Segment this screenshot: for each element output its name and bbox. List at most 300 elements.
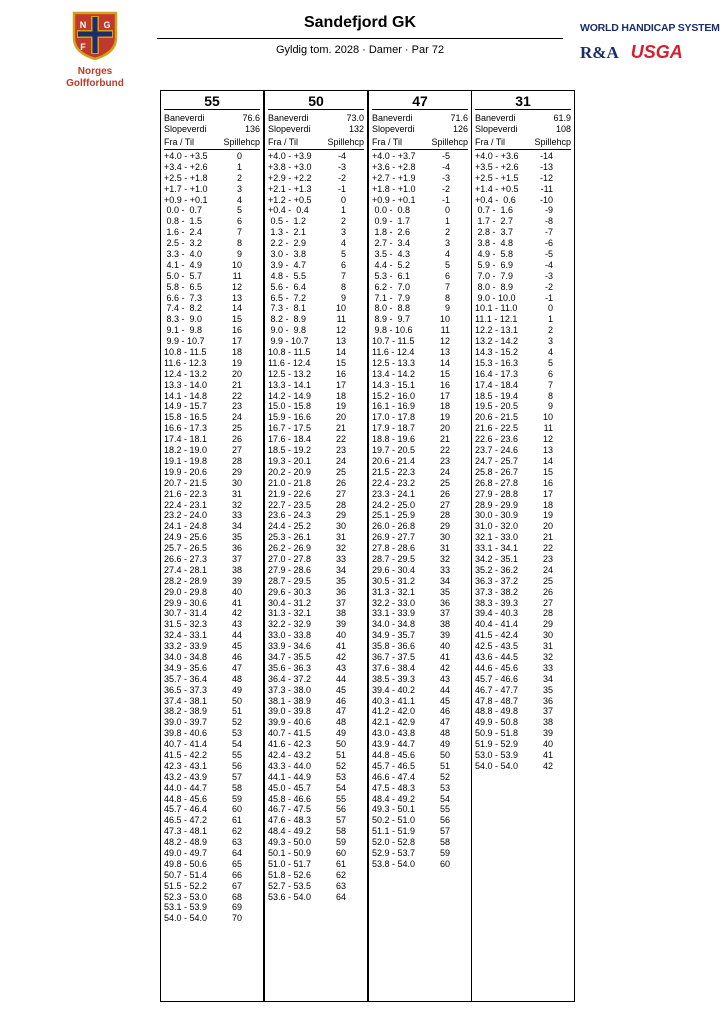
- baneverdi-label: Baneverdi: [268, 113, 309, 123]
- table-row: [268, 826, 364, 837]
- hcp-range: 39.8 - 40.6: [164, 728, 208, 739]
- hcp-range: 6.6 - 7.3: [164, 292, 203, 303]
- playing-hcp: 61: [231, 815, 242, 826]
- hcp-range: 14.2 - 14.9: [268, 390, 312, 401]
- table-row: [372, 619, 468, 630]
- tee-name: 47: [372, 91, 468, 110]
- playing-hcp: 42: [335, 651, 346, 662]
- playing-hcp: 10: [439, 314, 450, 325]
- table-row: [475, 445, 571, 456]
- slopeverdi-row: [475, 124, 571, 135]
- table-row: [164, 347, 260, 358]
- playing-hcp: 1: [444, 216, 450, 227]
- spillehcp-header: Spillehcp: [431, 137, 468, 147]
- hcp-range: 14.3 - 15.2: [475, 347, 519, 358]
- table-row: [268, 434, 364, 445]
- table-row: [372, 772, 468, 783]
- table-row: [164, 151, 260, 162]
- hcp-range: 20.6 - 21.4: [372, 455, 416, 466]
- playing-hcp: 8: [236, 238, 242, 249]
- hcp-range: 24.9 - 25.6: [164, 532, 208, 543]
- table-row: [475, 478, 571, 489]
- playing-hcp: 58: [231, 782, 242, 793]
- table-row: [372, 532, 468, 543]
- table-row: [268, 815, 364, 826]
- hcp-range: 29.6 - 30.4: [372, 564, 416, 575]
- playing-hcp: 32: [542, 651, 553, 662]
- hcp-range: 11.1 - 12.1: [475, 314, 518, 325]
- playing-hcp: 37: [335, 597, 346, 608]
- playing-hcp: 1: [236, 161, 242, 172]
- playing-hcp: 50: [335, 739, 346, 750]
- playing-hcp: 35: [231, 532, 242, 543]
- hcp-range: 21.5 - 22.3: [372, 466, 416, 477]
- hcp-range: 17.9 - 18.7: [372, 423, 416, 434]
- hcp-range: +4.0 - +3.9: [268, 151, 312, 161]
- table-row: [475, 369, 571, 380]
- table-row: [372, 674, 468, 685]
- playing-hcp: 39: [439, 630, 450, 641]
- playing-hcp: 67: [231, 880, 242, 891]
- table-row: [475, 717, 571, 728]
- playing-hcp: 4: [444, 249, 450, 260]
- playing-hcp: 66: [231, 869, 242, 880]
- hcp-range: 19.5 - 20.5: [475, 401, 519, 412]
- table-row: [475, 227, 571, 238]
- playing-hcp: 26: [335, 477, 346, 488]
- playing-hcp: 15: [542, 466, 553, 477]
- table-row: [164, 717, 260, 728]
- hcp-range: 22.4 - 23.2: [372, 477, 416, 488]
- playing-hcp: 30: [542, 630, 553, 641]
- table-row: [268, 456, 364, 467]
- table-row: [475, 249, 571, 260]
- playing-hcp: -4: [337, 151, 346, 161]
- hcp-range: 24.4 - 25.2: [268, 521, 312, 532]
- playing-hcp: 2: [547, 325, 553, 336]
- table-row: [268, 565, 364, 576]
- hcp-range: 53.0 - 53.9: [475, 749, 519, 760]
- hcp-range: +3.4 - +2.6: [164, 161, 208, 172]
- tee-name: 31: [475, 91, 571, 110]
- hcp-range: 16.6 - 17.3: [164, 423, 208, 434]
- baneverdi-label: Baneverdi: [372, 113, 413, 123]
- table-row: [268, 205, 364, 216]
- table-row: [164, 249, 260, 260]
- table-row: [475, 293, 571, 304]
- playing-hcp: -2: [337, 172, 346, 183]
- hcp-range: 9.1 - 9.8: [164, 325, 203, 336]
- handicap-rows: [475, 151, 571, 772]
- hcp-range: 13.3 - 14.0: [164, 379, 208, 390]
- hcp-range: 39.0 - 39.7: [164, 717, 208, 728]
- table-row: [372, 391, 468, 402]
- hcp-range: 20.2 - 20.9: [268, 466, 312, 477]
- playing-hcp: 45: [439, 695, 450, 706]
- table-row: [475, 500, 571, 511]
- hcp-range: 39.4 - 40.2: [372, 684, 416, 695]
- playing-hcp: 4: [340, 238, 346, 249]
- playing-hcp: 6: [444, 270, 450, 281]
- table-row: [268, 761, 364, 772]
- hcp-range: 15.0 - 15.8: [268, 401, 312, 412]
- playing-hcp: 11: [232, 270, 242, 281]
- playing-hcp: 12: [439, 336, 450, 347]
- playing-hcp: 23: [439, 455, 450, 466]
- table-row: [164, 554, 260, 565]
- hcp-range: 27.0 - 27.8: [268, 553, 312, 564]
- table-row: [268, 587, 364, 598]
- fra-til-header: Fra / Til: [164, 137, 195, 147]
- playing-hcp: 58: [439, 837, 450, 848]
- hcp-range: 8.2 - 8.9: [268, 314, 307, 325]
- hcp-range: 44.6 - 45.6: [475, 662, 519, 673]
- table-row: [164, 358, 260, 369]
- table-row: [372, 500, 468, 511]
- hcp-range: 34.9 - 35.6: [164, 662, 208, 673]
- hcp-range: 24.2 - 25.0: [372, 499, 416, 510]
- table-row: [164, 794, 260, 805]
- hcp-range: 2.8 - 3.7: [475, 227, 514, 238]
- playing-hcp: 34: [439, 575, 450, 586]
- table-row: [268, 685, 364, 696]
- hcp-range: 52.0 - 52.8: [372, 837, 416, 848]
- fra-til-header: Fra / Til: [268, 137, 299, 147]
- playing-hcp: -8: [544, 216, 553, 227]
- playing-hcp: 59: [231, 793, 242, 804]
- playing-hcp: 23: [542, 553, 553, 564]
- hcp-range: +1.8 - +1.0: [372, 183, 416, 194]
- hcp-range: 2.2 - 2.9: [268, 238, 307, 249]
- table-row: [475, 260, 571, 271]
- hcp-range: 39.0 - 39.8: [268, 706, 312, 717]
- hcp-range: +0.4 - 0.4: [268, 205, 309, 216]
- hcp-range: 0.0 - 0.8: [372, 205, 411, 216]
- playing-hcp: 52: [231, 717, 242, 728]
- table-row: [372, 630, 468, 641]
- playing-hcp: 43: [335, 662, 346, 673]
- table-row: [268, 358, 364, 369]
- hcp-range: +0.4 - 0.6: [475, 194, 516, 205]
- hcp-range: 34.7 - 35.5: [268, 651, 312, 662]
- playing-hcp: 30: [335, 521, 346, 532]
- hcp-range: 27.4 - 28.1: [164, 564, 208, 575]
- hcp-range: 25.8 - 26.7: [475, 466, 519, 477]
- playing-hcp: 34: [542, 673, 553, 684]
- playing-hcp: 41: [231, 597, 242, 608]
- table-row: [372, 794, 468, 805]
- hcp-range: 18.8 - 19.6: [372, 434, 416, 445]
- playing-hcp: 27: [231, 445, 242, 456]
- table-row: [164, 478, 260, 489]
- spillehcp-header: Spillehcp: [223, 137, 260, 147]
- hcp-range: 25.7 - 26.5: [164, 543, 208, 554]
- playing-hcp: 17: [335, 379, 346, 390]
- table-row: [268, 663, 364, 674]
- playing-hcp: 18: [231, 347, 242, 358]
- playing-hcp: 4: [547, 347, 553, 358]
- playing-hcp: -4: [544, 259, 553, 270]
- playing-hcp: 14: [231, 303, 242, 314]
- playing-hcp: 36: [542, 695, 553, 706]
- hcp-range: 23.3 - 24.1: [372, 488, 416, 499]
- table-row: [475, 380, 571, 391]
- playing-hcp: 5: [547, 357, 553, 368]
- table-row: [372, 696, 468, 707]
- table-row: [268, 195, 364, 206]
- hcp-range: 36.3 - 37.2: [475, 575, 519, 586]
- table-row: [164, 456, 260, 467]
- playing-hcp: 51: [439, 760, 450, 771]
- table-row: [372, 238, 468, 249]
- playing-hcp: 24: [542, 564, 553, 575]
- playing-hcp: 3: [340, 227, 346, 238]
- playing-hcp: 56: [231, 760, 242, 771]
- hcp-range: 9.9 - 10.7: [268, 336, 309, 347]
- playing-hcp: 41: [439, 651, 450, 662]
- hcp-range: 39.9 - 40.6: [268, 717, 312, 728]
- playing-hcp: 38: [335, 608, 346, 619]
- playing-hcp: 20: [439, 423, 450, 434]
- table-row: [372, 271, 468, 282]
- table-header: [372, 137, 468, 150]
- playing-hcp: 31: [335, 532, 346, 543]
- hcp-range: 10.8 - 11.5: [268, 347, 311, 358]
- playing-hcp: 14: [335, 347, 346, 358]
- playing-hcp: -14: [539, 151, 553, 161]
- playing-hcp: 32: [231, 499, 242, 510]
- spillehcp-header: Spillehcp: [534, 137, 571, 147]
- playing-hcp: 12: [231, 281, 242, 292]
- playing-hcp: 24: [439, 466, 450, 477]
- hcp-range: 31.3 - 32.1: [268, 608, 312, 619]
- table-row: [164, 162, 260, 173]
- playing-hcp: 5: [236, 205, 242, 216]
- hcp-range: 51.0 - 51.7: [268, 858, 312, 869]
- playing-hcp: -3: [441, 172, 450, 183]
- hcp-range: 28.9 - 29.9: [475, 499, 519, 510]
- hcp-range: 28.7 - 29.5: [372, 553, 416, 564]
- table-header: [268, 137, 364, 150]
- hcp-range: 0.5 - 1.2: [268, 216, 307, 227]
- playing-hcp: 47: [231, 662, 242, 673]
- playing-hcp: 59: [335, 837, 346, 848]
- hcp-range: 45.0 - 45.7: [268, 782, 312, 793]
- hcp-range: 47.6 - 48.3: [268, 815, 312, 826]
- hcp-range: 35.2 - 36.2: [475, 564, 519, 575]
- playing-hcp: -5: [441, 151, 450, 161]
- playing-hcp: 39: [335, 619, 346, 630]
- table-row: [164, 532, 260, 543]
- table-row: [372, 303, 468, 314]
- table-row: [372, 706, 468, 717]
- table-row: [164, 205, 260, 216]
- playing-hcp: 33: [335, 553, 346, 564]
- hcp-range: 32.1 - 33.0: [475, 532, 519, 543]
- playing-hcp: 65: [231, 858, 242, 869]
- hcp-range: 7.4 - 8.2: [164, 303, 203, 314]
- table-row: [164, 598, 260, 609]
- hcp-range: 49.0 - 49.7: [164, 848, 208, 858]
- fra-til-header: Fra / Til: [475, 137, 506, 147]
- table-row: [164, 706, 260, 717]
- hcp-range: 5.6 - 6.4: [268, 281, 307, 292]
- table-row: [164, 401, 260, 412]
- table-row: [475, 412, 571, 423]
- table-row: [164, 619, 260, 630]
- playing-hcp: 34: [335, 564, 346, 575]
- table-row: [268, 271, 364, 282]
- table-row: [475, 630, 571, 641]
- table-row: [164, 423, 260, 434]
- hcp-range: 21.6 - 22.3: [164, 488, 208, 499]
- table-row: [372, 543, 468, 554]
- playing-hcp: 13: [439, 347, 450, 358]
- table-row: [268, 870, 364, 881]
- table-row: [268, 728, 364, 739]
- hcp-range: 42.3 - 43.1: [164, 760, 208, 771]
- table-row: [164, 445, 260, 456]
- playing-hcp: 38: [439, 619, 450, 630]
- hcp-range: 50.9 - 51.8: [475, 728, 519, 739]
- playing-hcp: 0: [547, 303, 553, 314]
- hcp-range: 43.6 - 44.5: [475, 651, 519, 662]
- playing-hcp: 33: [439, 564, 450, 575]
- table-row: [372, 456, 468, 467]
- usga-logo: USGA: [630, 42, 683, 62]
- table-row: [372, 314, 468, 325]
- playing-hcp: 45: [335, 684, 346, 695]
- table-row: [372, 565, 468, 576]
- hcp-range: 24.7 - 25.7: [475, 455, 519, 466]
- hcp-range: 7.3 - 8.1: [268, 303, 307, 314]
- table-row: [475, 325, 571, 336]
- hcp-range: 46.7 - 47.5: [268, 804, 312, 815]
- playing-hcp: 54: [439, 793, 450, 804]
- hcp-range: 15.9 - 16.6: [268, 412, 312, 423]
- playing-hcp: 34: [231, 521, 242, 532]
- playing-hcp: 50: [439, 749, 450, 760]
- baneverdi-value: 76.6: [242, 113, 260, 123]
- hcp-range: 8.0 - 8.8: [372, 303, 411, 314]
- hcp-range: 14.3 - 15.1: [372, 379, 416, 390]
- table-row: [372, 336, 468, 347]
- hcp-range: 35.6 - 36.3: [268, 662, 312, 673]
- slopeverdi-value: 108: [555, 124, 571, 134]
- table-row: [372, 652, 468, 663]
- table-row: [164, 576, 260, 587]
- playing-hcp: 6: [547, 368, 553, 379]
- whs-logo: [580, 22, 720, 63]
- table-row: [475, 456, 571, 467]
- table-row: [164, 238, 260, 249]
- hcp-range: 37.3 - 38.2: [475, 586, 519, 597]
- table-row: [475, 598, 571, 609]
- table-row: [268, 848, 364, 859]
- table-row: [268, 303, 364, 314]
- hcp-range: 52.7 - 53.5: [268, 880, 312, 891]
- table-row: [372, 162, 468, 173]
- table-row: [372, 467, 468, 478]
- table-row: [164, 184, 260, 195]
- hcp-range: +4.0 - +3.7: [372, 151, 416, 161]
- playing-hcp: 36: [335, 586, 346, 597]
- playing-hcp: 35: [542, 684, 553, 695]
- hcp-range: 27.9 - 28.8: [475, 488, 519, 499]
- hcp-range: 51.8 - 52.6: [268, 869, 312, 880]
- hcp-range: 1.8 - 2.6: [372, 227, 411, 238]
- hcp-range: 0.9 - 1.7: [372, 216, 411, 227]
- table-row: [268, 521, 364, 532]
- hcp-range: 43.3 - 44.0: [268, 760, 312, 771]
- handicap-rows: [164, 151, 260, 924]
- playing-hcp: 53: [335, 771, 346, 782]
- hcp-range: 26.9 - 27.7: [372, 532, 416, 543]
- table-row: [475, 216, 571, 227]
- table-row: [475, 728, 571, 739]
- playing-hcp: 12: [542, 434, 553, 445]
- hcp-range: 20.6 - 21.5: [475, 412, 519, 423]
- table-row: [372, 412, 468, 423]
- playing-hcp: 7: [340, 270, 346, 281]
- playing-hcp: 56: [335, 804, 346, 815]
- hcp-range: 29.0 - 29.8: [164, 586, 208, 597]
- playing-hcp: 47: [335, 706, 346, 717]
- table-row: [268, 500, 364, 511]
- federation-initial: N: [79, 20, 87, 30]
- playing-hcp: 51: [335, 749, 346, 760]
- table-row: [475, 685, 571, 696]
- table-row: [164, 391, 260, 402]
- baneverdi-row: [475, 113, 571, 124]
- playing-hcp: 44: [335, 673, 346, 684]
- table-row: [372, 325, 468, 336]
- table-row: [475, 205, 571, 216]
- hcp-range: 9.9 - 10.7: [164, 336, 205, 347]
- playing-hcp: 19: [542, 510, 553, 521]
- table-row: [268, 184, 364, 195]
- playing-hcp: 58: [335, 826, 346, 837]
- hcp-range: 38.2 - 38.9: [164, 706, 208, 717]
- table-row: [475, 739, 571, 750]
- table-row: [372, 478, 468, 489]
- hcp-range: 42.4 - 43.2: [268, 749, 312, 760]
- table-row: [372, 750, 468, 761]
- table-row: [164, 195, 260, 206]
- table-row: [475, 608, 571, 619]
- hcp-range: 51.5 - 52.2: [164, 880, 208, 891]
- playing-hcp: 10: [335, 303, 346, 314]
- table-row: [475, 576, 571, 587]
- playing-hcp: 22: [335, 434, 346, 445]
- table-row: [164, 227, 260, 238]
- playing-hcp: 40: [231, 586, 242, 597]
- playing-hcp: 9: [444, 303, 450, 314]
- hcp-range: 12.2 - 13.1: [475, 325, 519, 336]
- table-row: [372, 641, 468, 652]
- slopeverdi-value: 132: [348, 124, 364, 134]
- playing-hcp: 32: [335, 543, 346, 554]
- hcp-range: 51.1 - 51.9: [372, 826, 416, 837]
- table-row: [475, 184, 571, 195]
- table-row: [475, 532, 571, 543]
- table-row: [268, 445, 364, 456]
- hcp-range: 35.7 - 36.4: [164, 673, 208, 684]
- hcp-range: 50.2 - 51.0: [372, 815, 416, 826]
- hcp-range: 30.0 - 30.9: [475, 510, 519, 521]
- playing-hcp: 11: [336, 314, 346, 325]
- table-row: [372, 249, 468, 260]
